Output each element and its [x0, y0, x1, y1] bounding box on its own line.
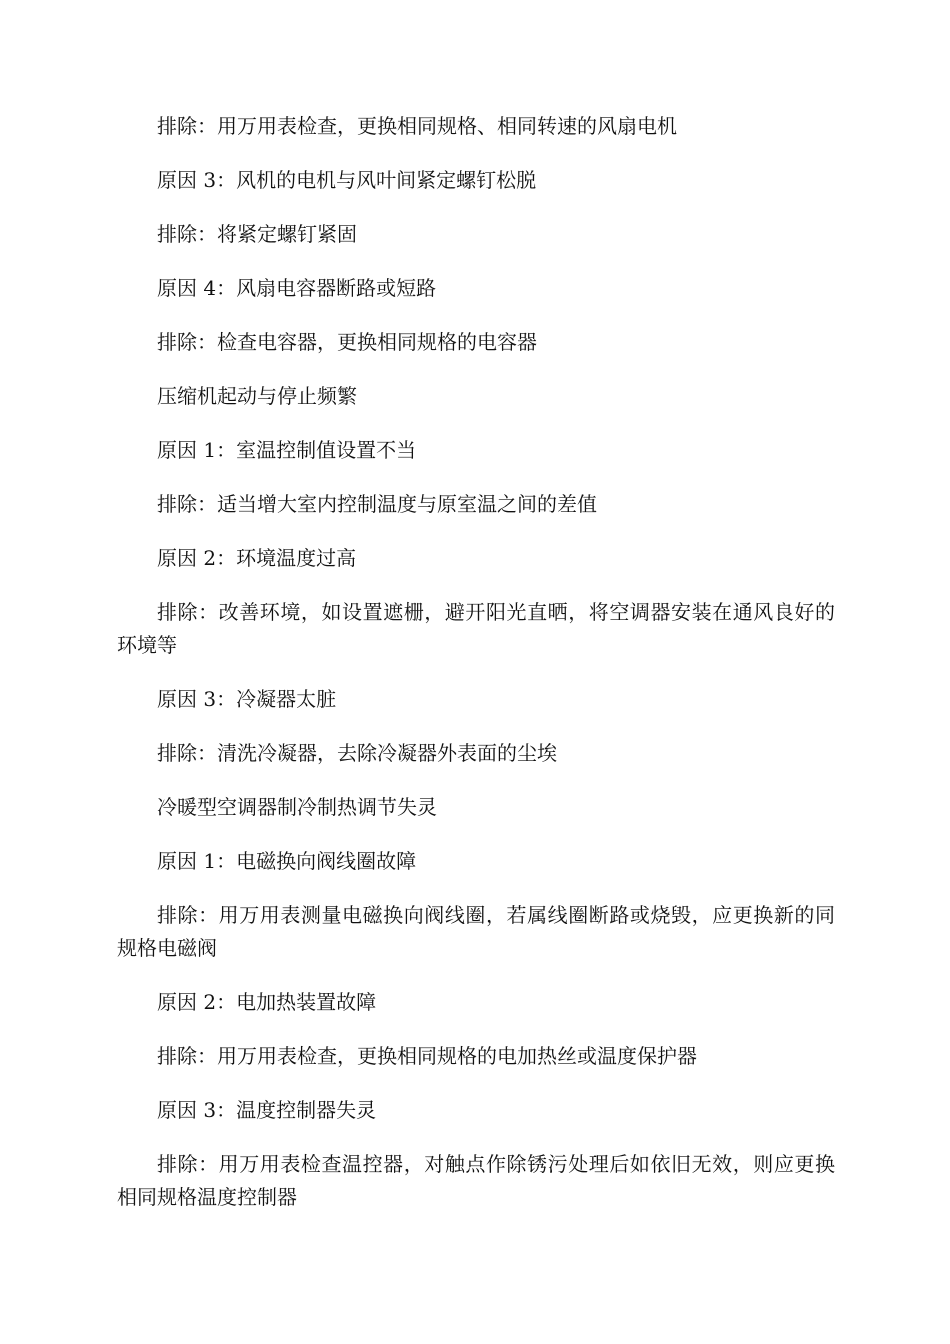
paragraph: 原因 1：室温控制值设置不当: [157, 438, 417, 462]
paragraph: 排除：用万用表检查，更换相同规格、相同转速的风扇电机: [157, 114, 677, 138]
document-page: [117, 110, 835, 1235]
section-heading: 压缩机起动与停止频繁: [157, 384, 357, 408]
paragraph: 排除：适当增大室内控制温度与原室温之间的差值: [157, 492, 597, 516]
paragraph: 排除：用万用表检查温控器，对触点作除锈污处理后如依旧无效，则应更换相同规格温度控制器: [117, 1152, 835, 1209]
paragraph: 排除：改善环境，如设置遮栅，避开阳光直晒，将空调器安装在通风良好的环境等: [117, 600, 835, 657]
paragraph: 排除：用万用表检查，更换相同规格的电加热丝或温度保护器: [157, 1044, 697, 1068]
paragraph: 原因 2：环境温度过高: [157, 546, 357, 570]
paragraph: 原因 3：冷凝器太脏: [157, 687, 337, 711]
section-heading: 冷暖型空调器制冷制热调节失灵: [157, 795, 437, 819]
paragraph: 排除：清洗冷凝器，去除冷凝器外表面的尘埃: [157, 741, 557, 765]
paragraph: 原因 1：电磁换向阀线圈故障: [157, 849, 417, 873]
paragraph: 原因 3：风机的电机与风叶间紧定螺钉松脱: [157, 168, 537, 192]
paragraph: 排除：用万用表测量电磁换向阀线圈，若属线圈断路或烧毁，应更换新的同规格电磁阀: [117, 903, 835, 960]
paragraph: 原因 2：电加热装置故障: [157, 990, 377, 1014]
paragraph: 排除：检查电容器，更换相同规格的电容器: [157, 330, 537, 354]
paragraph: 原因 4：风扇电容器断路或短路: [157, 276, 437, 300]
paragraph: 排除：将紧定螺钉紧固: [157, 222, 357, 246]
paragraph: 原因 3：温度控制器失灵: [157, 1098, 377, 1122]
